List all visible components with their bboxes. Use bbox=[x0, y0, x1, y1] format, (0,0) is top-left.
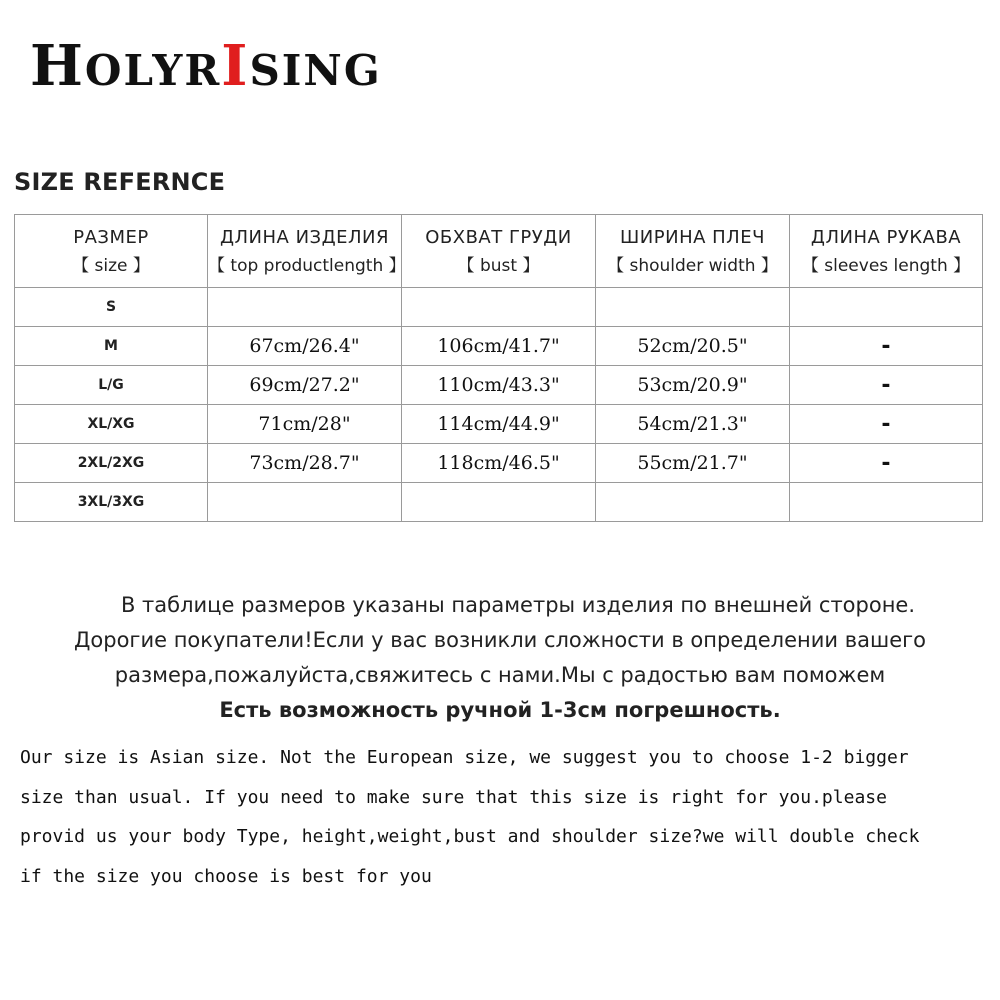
length-cell bbox=[208, 288, 402, 327]
length-cell bbox=[208, 483, 402, 522]
header-ru: РАЗМЕР bbox=[73, 226, 149, 248]
shoulder-cell: 52cm/20.5" bbox=[596, 327, 790, 366]
russian-note-line: Есть возможность ручной 1-3см погрешность. bbox=[219, 698, 781, 722]
shoulder-cell bbox=[596, 483, 790, 522]
shoulder-cell: 54cm/21.3" bbox=[596, 405, 790, 444]
logo-letter-i-red: I bbox=[221, 33, 250, 99]
russian-note-line: размера,пожалуйста,свяжитесь с нами.Мы с радостью вам поможем bbox=[114, 663, 886, 687]
bust-cell: 106cm/41.7" bbox=[402, 327, 596, 366]
length-cell: 71cm/28" bbox=[208, 405, 402, 444]
logo-letter-h: H bbox=[30, 33, 85, 99]
length-cell: 73cm/28.7" bbox=[208, 444, 402, 483]
bust-cell bbox=[402, 483, 596, 522]
header-en: 【 size 】 bbox=[72, 255, 150, 276]
logo-text-part: OLYR bbox=[84, 46, 222, 95]
brand-logo bbox=[30, 33, 382, 99]
bust-cell: 114cm/44.9" bbox=[402, 405, 596, 444]
english-note-line: size than usual. If you need to make sure that this size is right for you.please bbox=[20, 786, 887, 808]
size-cell: 3XL/3XG bbox=[15, 483, 208, 522]
table-row bbox=[15, 483, 983, 522]
table-row bbox=[15, 405, 983, 444]
size-cell: M bbox=[15, 327, 208, 366]
size-table bbox=[14, 214, 983, 522]
table-row bbox=[15, 327, 983, 366]
header-en: 【 sleeves length 】 bbox=[801, 255, 971, 276]
size-reference-title: SIZE REFERNCE bbox=[14, 168, 226, 196]
length-cell: 67cm/26.4" bbox=[208, 327, 402, 366]
table-row bbox=[15, 444, 983, 483]
size-cell: L/G bbox=[15, 366, 208, 405]
english-note-line: provid us your body Type, height,weight,bust and shoulder size?we will double check bbox=[20, 826, 920, 847]
table-row bbox=[15, 366, 983, 405]
header-length bbox=[208, 215, 406, 288]
sleeve-cell: - bbox=[790, 366, 983, 405]
logo-text-end: SING bbox=[249, 46, 382, 95]
header-ru: ДЛИНА ИЗДЕЛИЯ bbox=[219, 226, 390, 248]
header-en: 【 top productlength 】 bbox=[208, 255, 406, 276]
size-cell: XL/XG bbox=[15, 405, 208, 444]
russian-note-line: В таблице размеров указаны параметры изделия по внешней стороне. bbox=[120, 593, 916, 617]
shoulder-cell bbox=[596, 288, 790, 327]
bust-cell: 118cm/46.5" bbox=[402, 444, 596, 483]
header-size bbox=[15, 215, 208, 288]
shoulder-cell: 53cm/20.9" bbox=[596, 366, 790, 405]
sleeve-cell bbox=[790, 483, 983, 522]
header-sleeve bbox=[790, 215, 983, 288]
header-shoulder bbox=[596, 215, 790, 288]
english-note-line: Our size is Asian size. Not the European size, we suggest you to choose 1-2 bigger bbox=[20, 747, 909, 768]
russian-note-line: Дорогие покупатели!Если у вас возникли сложности в определении вашего bbox=[73, 628, 926, 652]
table-row bbox=[15, 288, 983, 327]
header-en: 【 bust 】 bbox=[457, 255, 540, 276]
russian-note bbox=[0, 588, 1000, 728]
english-note-line: if the size you choose is best for you bbox=[20, 865, 432, 887]
sleeve-cell: - bbox=[790, 444, 983, 483]
sleeve-cell: - bbox=[790, 405, 983, 444]
size-cell: 2XL/2XG bbox=[15, 444, 208, 483]
bust-cell bbox=[402, 288, 596, 327]
shoulder-cell: 55cm/21.7" bbox=[596, 444, 790, 483]
sleeve-cell bbox=[790, 288, 983, 327]
sleeve-cell: - bbox=[790, 327, 983, 366]
header-ru: ОБХВАТ ГРУДИ bbox=[425, 226, 572, 248]
header-ru: ДЛИНА РУКАВА bbox=[810, 226, 962, 248]
header-en: 【 shoulder width 】 bbox=[607, 255, 778, 276]
english-note bbox=[20, 738, 990, 896]
header-ru: ШИРИНА ПЛЕЧ bbox=[620, 226, 765, 248]
table-header-row bbox=[15, 215, 983, 288]
bust-cell: 110cm/43.3" bbox=[402, 366, 596, 405]
size-cell: S bbox=[15, 288, 208, 327]
header-bust bbox=[402, 215, 596, 288]
length-cell: 69cm/27.2" bbox=[208, 366, 402, 405]
